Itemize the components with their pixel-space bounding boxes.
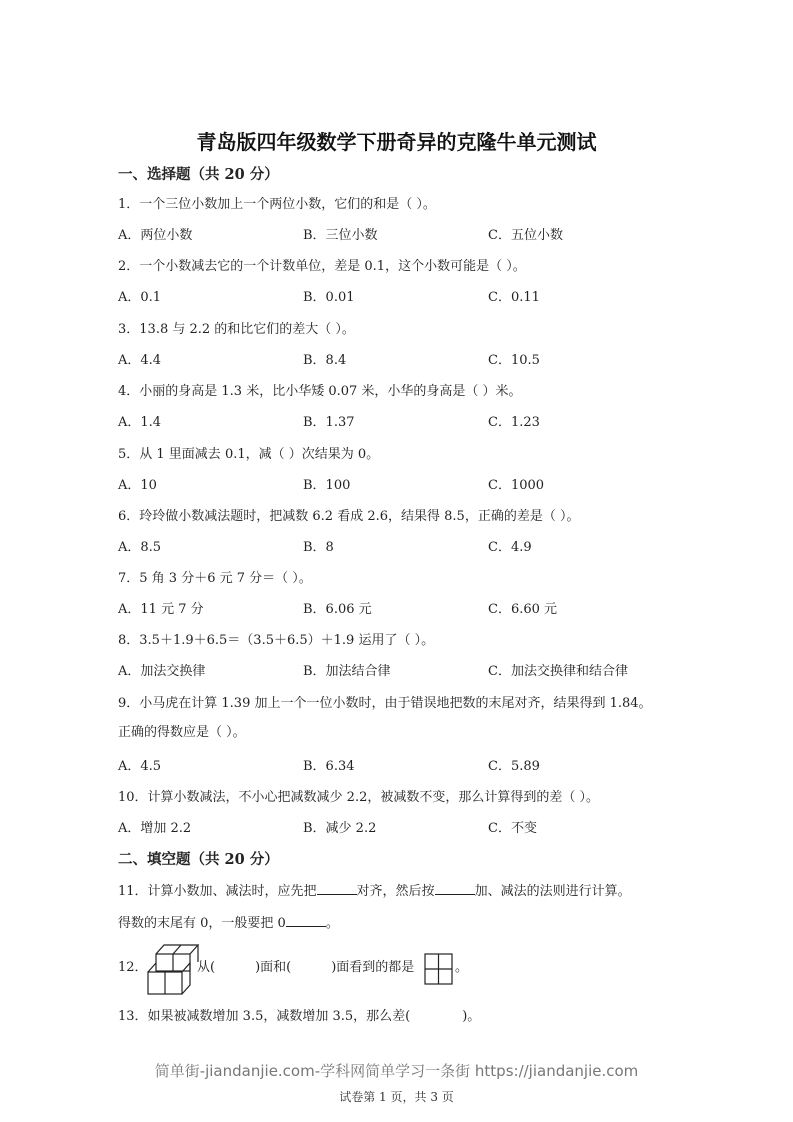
option-a[interactable]: A．加法交换律: [118, 664, 206, 679]
option-b[interactable]: B．三位小数: [303, 228, 378, 243]
option-a[interactable]: A．10: [118, 478, 157, 493]
question-9-cont: 正确的得数应是（ ）。: [118, 725, 246, 740]
option-b[interactable]: B．加法结合律: [303, 664, 391, 679]
question-4: 4．小丽的身高是 1.3 米，比小华矮 0.07 米，小华的身高是（ ）米。: [118, 384, 522, 399]
question-11: [118, 882, 631, 900]
q13-text: )。: [462, 1009, 481, 1024]
option-c[interactable]: C．10.5: [488, 353, 540, 368]
option-c[interactable]: C．不变: [488, 821, 537, 836]
question-5: 5．从 1 里面减去 0.1，减（ ）次结果为 0。: [118, 447, 380, 462]
page-number: 试卷第 1 页，共 3 页: [339, 1090, 454, 1104]
question-7: 7．5 角 3 分＋6 元 7 分＝（ ）。: [118, 571, 312, 586]
option-c[interactable]: C．0.11: [488, 290, 540, 305]
option-a[interactable]: A．1.4: [118, 415, 162, 430]
square-view-figure: [424, 953, 454, 985]
option-b[interactable]: B．1.37: [303, 415, 355, 430]
section-heading-fill: 二、填空题（共 20 分）: [118, 851, 279, 868]
question-2: 2．一个小数减去它的一个计数单位，差是 0.1，这个小数可能是（ ）。: [118, 259, 526, 274]
option-c[interactable]: C．五位小数: [488, 228, 563, 243]
watermark: 简单街-jiandanjie.com-学科网简单学习一条街 https://jiandanjie.com: [154, 1062, 639, 1080]
answer-blank[interactable]: [317, 882, 357, 895]
section-heading-choice: 一、选择题（共 20 分）: [118, 166, 279, 183]
option-c[interactable]: C．1.23: [488, 415, 540, 430]
option-a[interactable]: A．8.5: [118, 540, 162, 555]
question-12: [197, 960, 414, 976]
q13-text: 13．如果被减数增加 3.5，减数增加 3.5，那么差(: [118, 1009, 411, 1024]
q12-text: 从(: [197, 960, 216, 975]
question-9: 9．小马虎在计算 1.39 加上一个一位小数时，由于错误地把数的末尾对齐，结果得到 1.84。: [118, 696, 652, 711]
question-6: 6．玲玲做小数减法题时，把减数 6.2 看成 2.6，结果得 8.5，正确的差是（ ）。: [118, 509, 580, 524]
q12-text: )面和(: [255, 960, 292, 975]
q11-text: 11．计算小数加、减法时，应先把: [118, 884, 317, 899]
question-3: 3．13.8 与 2.2 的和比它们的差大（ ）。: [118, 322, 355, 337]
option-b[interactable]: B．8.4: [303, 353, 347, 368]
question-1: 1．一个三位小数加上一个两位小数，它们的和是（ ）。: [118, 197, 436, 212]
question-8: 8．3.5＋1.9＋6.5＝（3.5＋6.5）＋1.9 运用了（ ）。: [118, 633, 435, 648]
option-c[interactable]: C．1000: [488, 478, 545, 493]
option-b[interactable]: B．6.06 元: [303, 602, 372, 617]
option-a[interactable]: A．11 元 7 分: [118, 602, 204, 617]
q12-end: 。: [455, 960, 469, 975]
page-title: 青岛版四年级数学下册奇异的克隆牛单元测试: [196, 130, 597, 154]
option-b[interactable]: B．减少 2.2: [303, 821, 377, 836]
q11-text: 对齐，然后按: [356, 884, 435, 899]
option-a[interactable]: A．4.5: [118, 759, 162, 774]
question-13: [118, 1009, 480, 1025]
question-11-cont: [118, 914, 339, 932]
cube-stack-figure: [146, 941, 200, 995]
option-a[interactable]: A．增加 2.2: [118, 821, 192, 836]
option-b[interactable]: B．100: [303, 478, 351, 493]
answer-blank[interactable]: [435, 882, 475, 895]
option-c[interactable]: C．加法交换律和结合律: [488, 664, 628, 679]
option-b[interactable]: B．8: [303, 540, 334, 555]
q11-text: 加、减法的法则进行计算。: [474, 884, 631, 899]
option-c[interactable]: C．6.60 元: [488, 602, 558, 617]
q11-text: 。: [325, 916, 339, 931]
option-b[interactable]: B．6.34: [303, 759, 355, 774]
option-c[interactable]: C．5.89: [488, 759, 540, 774]
q12-text: )面看到的都是: [331, 960, 415, 975]
option-a[interactable]: A．0.1: [118, 290, 162, 305]
option-a[interactable]: A．两位小数: [118, 228, 193, 243]
q11-text: 得数的末尾有 0，一般要把 0: [118, 916, 286, 931]
option-c[interactable]: C．4.9: [488, 540, 532, 555]
question-12-number: 12．: [118, 960, 148, 975]
option-b[interactable]: B．0.01: [303, 290, 355, 305]
answer-blank[interactable]: [286, 914, 326, 927]
question-10: 10．计算小数减法，不小心把减数减少 2.2，被减数不变，那么计算得到的差（ ）。: [118, 790, 599, 805]
option-a[interactable]: A．4.4: [118, 353, 162, 368]
